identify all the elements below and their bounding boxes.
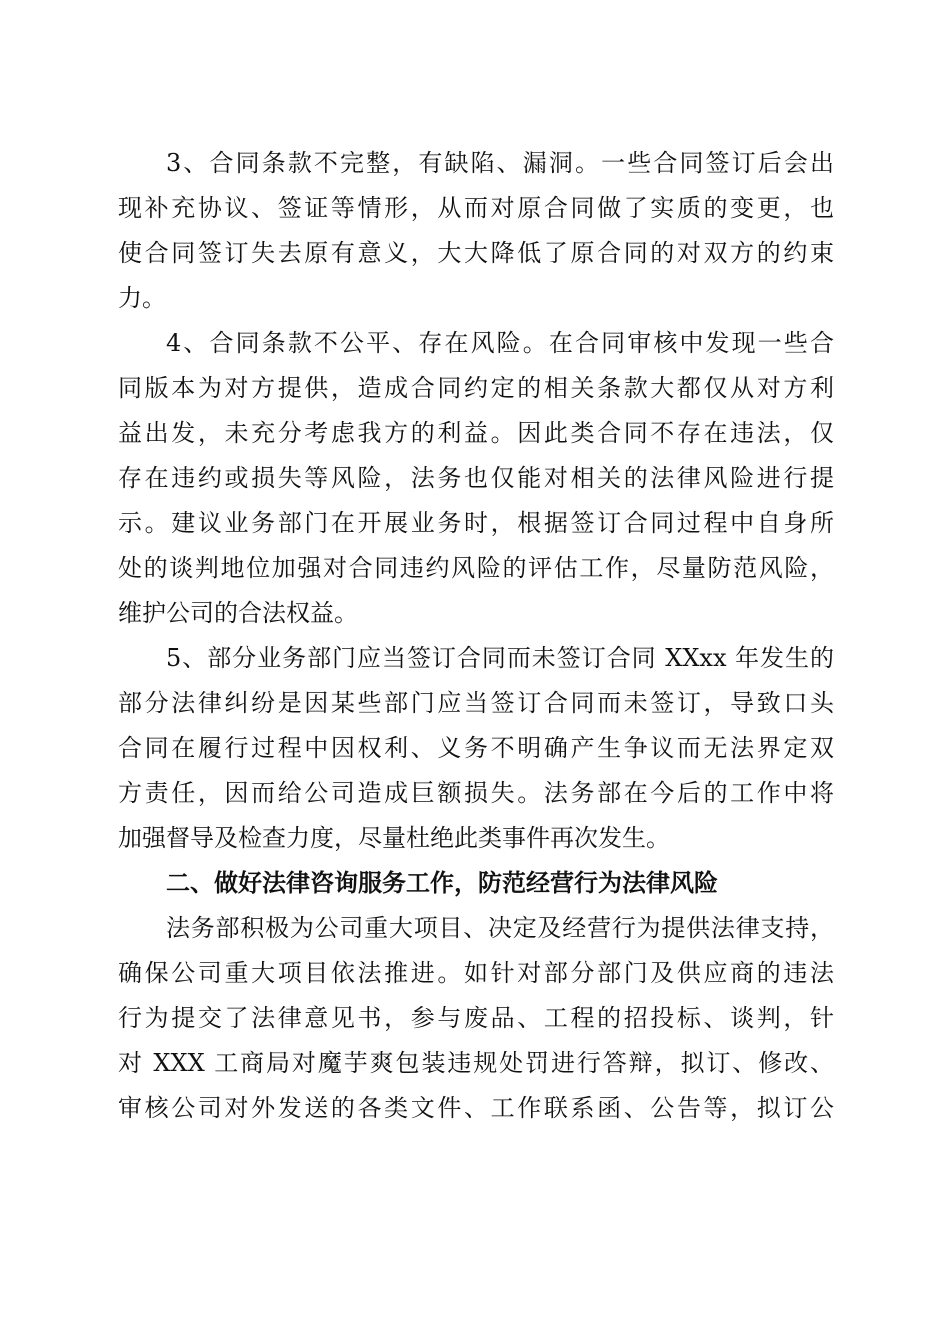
paragraph-section-2-body bbox=[118, 906, 834, 1131]
text-line: 部分法律纠纷是因某些部门应当签订合同而未签订，导致口头 bbox=[118, 689, 834, 717]
text-line: 加强督导及检查力度，尽量杜绝此类事件再次发生。 bbox=[118, 824, 670, 852]
text-line: 方责任，因而给公司造成巨额损失。法务部在今后的工作中将 bbox=[118, 779, 834, 807]
paragraph-item-4 bbox=[118, 321, 834, 636]
text-line: 4、合同条款不公平、存在风险。在合同审核中发现一些合 bbox=[166, 329, 834, 357]
text-line: 维护公司的合法权益。 bbox=[118, 599, 358, 627]
text-line: 现补充协议、签证等情形，从而对原合同做了实质的变更，也 bbox=[118, 194, 834, 222]
text-line: 5、部分业务部门应当签订合同而未签订合同 XXxx 年发生的 bbox=[166, 644, 834, 672]
document-page bbox=[118, 141, 834, 1131]
section-2-title: 二、做好法律咨询服务工作，防范经营行为法律风险 bbox=[166, 869, 718, 897]
text-line: 同版本为对方提供，造成合同约定的相关条款大都仅从对方利 bbox=[118, 374, 834, 402]
text-line: 示。建议业务部门在开展业务时，根据签订合同过程中自身所 bbox=[118, 509, 834, 537]
text-line: 处的谈判地位加强对合同违约风险的评估工作，尽量防范风险， bbox=[118, 554, 834, 582]
text-line: 3、合同条款不完整，有缺陷、漏洞。一些合同签订后会出 bbox=[166, 149, 834, 177]
text-line: 行为提交了法律意见书，参与废品、工程的招投标、谈判，针 bbox=[118, 1004, 834, 1032]
text-line: 益出发，未充分考虑我方的利益。因此类合同不存在违法，仅 bbox=[118, 419, 834, 447]
text-line: 合同在履行过程中因权利、义务不明确产生争议而无法界定双 bbox=[118, 734, 834, 762]
text-line: 确保公司重大项目依法推进。如针对部分部门及供应商的违法 bbox=[118, 959, 834, 987]
text-line: 使合同签订失去原有意义，大大降低了原合同的对双方的约束 bbox=[118, 239, 834, 267]
text-line: 对 XXX 工商局对魔芋爽包装违规处罚进行答辩，拟订、修改、 bbox=[118, 1049, 834, 1077]
text-line: 法务部积极为公司重大项目、决定及经营行为提供法律支持， bbox=[166, 914, 834, 942]
paragraph-item-3 bbox=[118, 141, 834, 321]
text-line: 审核公司对外发送的各类文件、工作联系函、公告等，拟订公 bbox=[118, 1094, 834, 1122]
text-line: 存在违约或损失等风险，法务也仅能对相关的法律风险进行提 bbox=[118, 464, 834, 492]
paragraph-item-5 bbox=[118, 636, 834, 861]
text-line: 力。 bbox=[118, 284, 166, 312]
section-heading bbox=[118, 861, 834, 906]
